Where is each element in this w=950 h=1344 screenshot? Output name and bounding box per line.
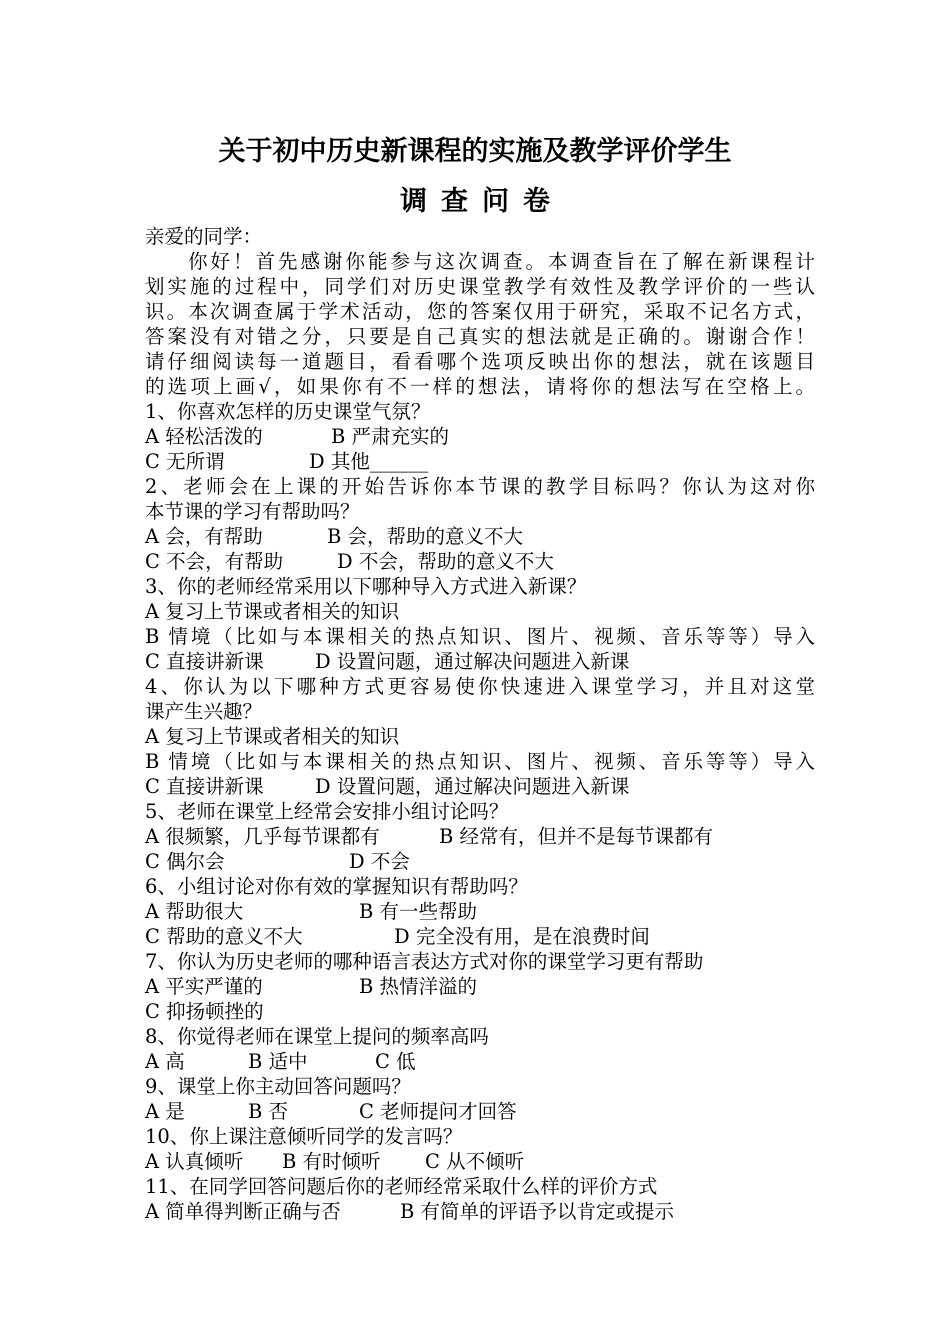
options-row [145,774,815,799]
option[interactable]: C 抑扬顿挫的 [145,1000,264,1023]
options-row [145,1099,815,1124]
options-row [145,849,815,874]
option[interactable]: B 有一些帮助 [359,900,478,923]
option[interactable]: A 是 [145,1100,185,1123]
options-row [145,974,815,999]
option[interactable]: A 复习上节课或者相关的知识 [145,600,400,623]
options-row [145,1049,815,1074]
option[interactable]: C 低 [375,1050,416,1073]
question-9 [145,1074,815,1124]
option[interactable]: C 直接讲新课 [145,775,264,798]
options-row [145,899,815,924]
document-title: 关于初中历史新课程的实施及教学评价学生 [218,136,732,167]
question-2 [145,474,815,574]
intro-line: 识。本次调查属于学术活动，您的答案仅用于研究，采取不记名方式， [145,300,815,323]
option[interactable]: B 有简单的评语予以肯定或提示 [400,1200,675,1223]
question-text: 5、老师在课堂上经常会安排小组讨论吗？ [145,800,509,823]
question-5 [145,799,815,874]
question-text: 8、你觉得老师在课堂上提问的频率高吗 [145,1025,489,1048]
option[interactable]: B 否 [248,1100,289,1123]
option[interactable]: D 设置问题，通过解决问题进入新课 [315,775,630,798]
option[interactable]: A 轻松活泼的 [145,425,263,448]
option[interactable]: D 不会 [349,850,410,873]
option[interactable]: B 有时倾听 [282,1150,381,1173]
option[interactable]: D 其他______ [309,450,429,473]
option[interactable]: C 直接讲新课 [145,650,264,673]
question-6 [145,874,815,949]
question-8 [145,1024,815,1074]
option[interactable]: B 情境（比如与本课相关的热点知识、图片、视频、音乐等等）导入 [145,625,815,648]
option[interactable]: A 帮助很大 [145,900,244,923]
question-text: 课产生兴趣？ [145,700,263,723]
option[interactable]: B 热情洋溢的 [359,975,478,998]
options-row [145,924,815,949]
option[interactable]: C 老师提问才回答 [359,1100,517,1123]
option[interactable]: C 偶尔会 [145,850,225,873]
question-text: 7、你认为历史老师的哪种语言表达方式对你的课堂学习更有帮助 [145,950,704,973]
option[interactable]: D 不会，帮助的意义不大 [337,550,554,573]
question-4 [145,674,815,799]
options-row [145,524,815,549]
options-row [145,824,815,849]
question-text: 6、小组讨论对你有效的掌握知识有帮助吗？ [145,875,528,898]
question-text: 10、你上课注意倾听同学的发言吗？ [145,1125,463,1148]
options-row [145,599,815,624]
options-row [145,1199,815,1224]
option[interactable]: B 情境（比如与本课相关的热点知识、图片、视频、音乐等等）导入 [145,750,815,773]
question-3 [145,574,815,674]
option[interactable]: A 高 [145,1050,185,1073]
option[interactable]: B 会，帮助的意义不大 [327,525,524,548]
question-text: 本节课的学习有帮助吗？ [145,500,360,523]
question-text: 1、你喜欢怎样的历史课堂气氛？ [145,400,431,423]
options-row [145,1149,815,1174]
options-row [145,549,815,574]
option[interactable]: D 完全没有用，是在浪费时间 [394,925,650,948]
options-row [145,724,815,749]
question-1 [145,399,815,474]
intro-paragraph [145,249,815,399]
options-row [145,649,815,674]
option[interactable]: C 不会，有帮助 [145,550,284,573]
question-text: 2、老师会在上课的开始告诉你本节课的教学目标吗？你认为这对你 [145,475,815,498]
option[interactable]: B 适中 [248,1050,308,1073]
option[interactable]: A 简单得判断正确与否 [145,1200,341,1223]
option[interactable]: A 认真倾听 [145,1150,244,1173]
question-text: 9、课堂上你主动回答问题吗？ [145,1075,411,1098]
option[interactable]: B 严肃充实的 [331,425,450,448]
intro-line: 你好！首先感谢你能参与这次调查。本调查旨在了解在新课程计 [188,250,815,273]
document-subtitle: 调查问卷 [400,186,564,217]
question-text: 4、你认为以下哪种方式更容易使你快速进入课堂学习，并且对这堂 [145,675,815,698]
options-row [145,449,815,474]
question-11 [145,1174,815,1224]
intro-line: 答案没有对错之分，只要是自己真实的想法就是正确的。谢谢合作！ [145,325,815,348]
option[interactable]: A 平实严谨的 [145,975,263,998]
intro-line: 划实施的过程中，同学们对历史课堂教学有效性及教学评价的一些认 [145,275,815,298]
question-10 [145,1124,815,1174]
option[interactable]: D 设置问题，通过解决问题进入新课 [315,650,630,673]
option[interactable]: B 经常有，但并不是每节课都有 [439,825,714,848]
option[interactable]: C 帮助的意义不大 [145,925,303,948]
question-7 [145,949,815,1024]
option[interactable]: A 很频繁，几乎每节课都有 [145,825,380,848]
greeting: 亲爱的同学： [145,225,263,248]
question-text: 11、在同学回答问题后你的老师经常采取什么样的评价方式 [145,1175,658,1198]
question-text: 3、你的老师经常采用以下哪种导入方式进入新课？ [145,575,587,598]
option[interactable]: C 从不倾听 [425,1150,525,1173]
document-body [145,224,815,1224]
option[interactable]: A 复习上节课或者相关的知识 [145,725,400,748]
option[interactable]: A 会，有帮助 [145,525,263,548]
intro-line: 的选项上画√，如果你有不一样的想法，请将你的想法写在空格上。 [145,375,815,398]
options-row [145,424,815,449]
options-row [145,999,815,1024]
option[interactable]: C 无所谓 [145,450,225,473]
intro-line: 请仔细阅读每一道题目，看看哪个选项反映出你的想法，就在该题目 [145,350,815,373]
